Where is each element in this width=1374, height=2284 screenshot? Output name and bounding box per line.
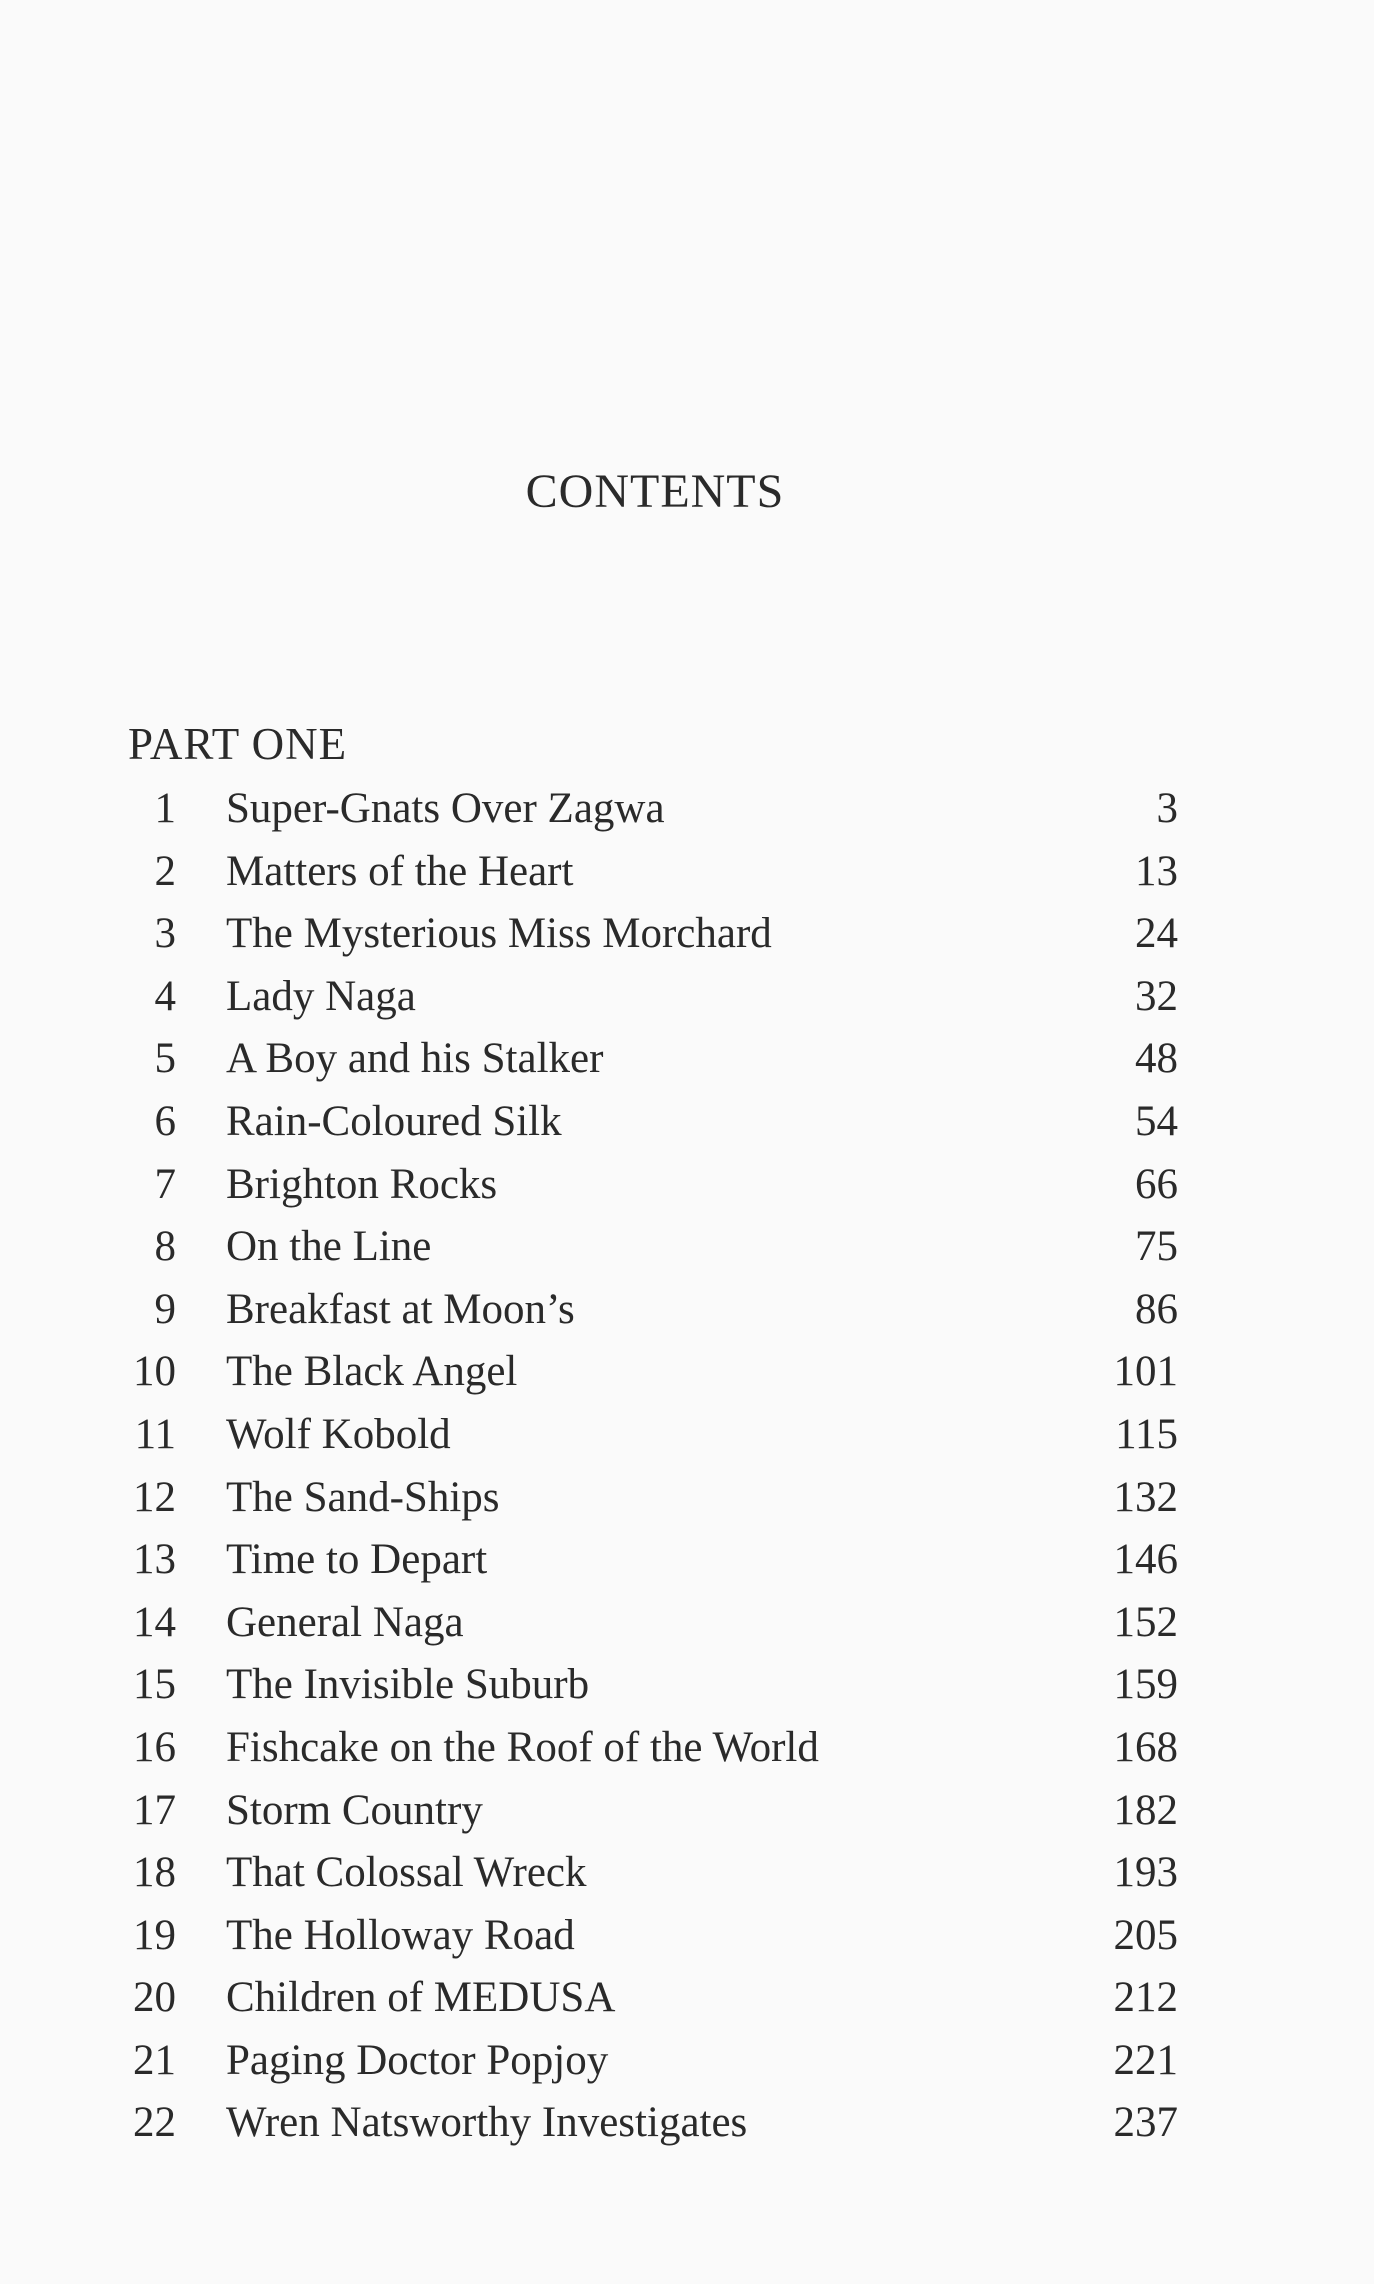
chapter-page-number: 182 [1113, 1786, 1178, 1834]
chapter-title: Fishcake on the Roof of the World [226, 1723, 819, 1771]
toc-entry [0, 1529, 1374, 1592]
chapter-number: 4 [154, 972, 176, 1020]
chapter-page-number: 13 [1135, 847, 1178, 895]
chapter-title: Paging Doctor Popjoy [226, 2036, 609, 2084]
chapter-page-number: 115 [1115, 1410, 1178, 1458]
chapter-page-number: 132 [1113, 1473, 1178, 1521]
toc-entry [0, 1967, 1374, 2030]
toc-entry [0, 778, 1374, 841]
chapter-page-number: 75 [1135, 1223, 1178, 1271]
chapter-number: 12 [133, 1473, 176, 1521]
chapter-title: Matters of the Heart [226, 847, 574, 895]
chapter-page-number: 193 [1113, 1849, 1178, 1897]
chapter-number: 22 [133, 2099, 176, 2147]
chapter-number: 10 [133, 1348, 176, 1396]
chapter-page-number: 152 [1113, 1598, 1178, 1646]
chapter-title: Brighton Rocks [226, 1160, 498, 1208]
page-title: CONTENTS [525, 465, 785, 518]
chapter-title: The Holloway Road [226, 1911, 575, 1959]
toc-entry [0, 2092, 1374, 2155]
chapter-title: That Colossal Wreck [226, 1849, 587, 1897]
chapter-page-number: 86 [1135, 1285, 1178, 1333]
toc-entry [0, 1341, 1374, 1404]
chapter-title: Super-Gnats Over Zagwa [226, 785, 665, 832]
toc-entry [0, 1842, 1374, 1905]
toc-entry [0, 1216, 1374, 1279]
toc-entry [0, 1592, 1374, 1655]
chapter-title: A Boy and his Stalker [226, 1035, 604, 1083]
chapter-title: The Sand-Ships [226, 1473, 500, 1521]
chapter-title: Rain-Coloured Silk [226, 1097, 562, 1145]
toc-list [0, 778, 1374, 2155]
chapter-title: General Naga [226, 1598, 464, 1646]
chapter-page-number: 32 [1135, 972, 1178, 1020]
chapter-page-number: 159 [1113, 1661, 1178, 1709]
chapter-page-number: 221 [1113, 2036, 1178, 2084]
chapter-number: 3 [154, 910, 176, 958]
chapter-title: Children of MEDUSA [226, 1974, 616, 2022]
chapter-page-number: 54 [1135, 1097, 1178, 1145]
chapter-page-number: 48 [1135, 1035, 1178, 1083]
chapter-title: Wolf Kobold [226, 1410, 451, 1458]
chapter-title: The Invisible Suburb [226, 1661, 590, 1709]
chapter-title: The Black Angel [226, 1348, 518, 1396]
chapter-page-number: 24 [1135, 910, 1178, 958]
chapter-page-number: 212 [1113, 1974, 1178, 2022]
chapter-number: 2 [154, 847, 176, 895]
chapter-number: 14 [133, 1598, 176, 1646]
toc-entry [0, 1028, 1374, 1091]
chapter-number: 1 [154, 785, 176, 832]
chapter-number: 18 [133, 1849, 176, 1897]
chapter-number: 16 [133, 1723, 176, 1771]
chapter-title: Time to Depart [226, 1536, 488, 1584]
chapter-page-number: 66 [1135, 1160, 1178, 1208]
chapter-number: 9 [154, 1285, 176, 1333]
toc-entry [0, 966, 1374, 1029]
chapter-title: On the Line [226, 1223, 432, 1271]
toc-entry [0, 1905, 1374, 1968]
chapter-number: 11 [134, 1410, 176, 1458]
chapter-page-number: 3 [1156, 785, 1178, 832]
chapter-number: 15 [133, 1661, 176, 1709]
toc-entry [0, 1717, 1374, 1780]
toc-entry [0, 1091, 1374, 1154]
toc-entry [0, 1780, 1374, 1843]
part-heading: PART ONE [128, 719, 348, 769]
chapter-number: 21 [133, 2036, 176, 2084]
toc-entry [0, 1279, 1374, 1342]
toc-entry [0, 1654, 1374, 1717]
chapter-page-number: 101 [1113, 1348, 1178, 1396]
chapter-page-number: 237 [1113, 2099, 1178, 2147]
chapter-page-number: 168 [1113, 1723, 1178, 1771]
chapter-title: Storm Country [226, 1786, 483, 1834]
chapter-title: The Mysterious Miss Morchard [226, 910, 772, 958]
toc-entry [0, 1404, 1374, 1467]
toc-entry [0, 1467, 1374, 1530]
chapter-number: 6 [154, 1097, 176, 1145]
chapter-number: 19 [133, 1911, 176, 1959]
toc-entry [0, 2030, 1374, 2093]
toc-entry [0, 1154, 1374, 1217]
chapter-number: 7 [154, 1160, 176, 1208]
chapter-page-number: 146 [1113, 1536, 1178, 1584]
toc-entry [0, 841, 1374, 904]
chapter-title: Breakfast at Moon’s [226, 1285, 575, 1333]
chapter-page-number: 205 [1113, 1911, 1178, 1959]
chapter-number: 20 [133, 1974, 176, 2022]
toc-entry [0, 903, 1374, 966]
chapter-number: 13 [133, 1536, 176, 1584]
chapter-title: Lady Naga [226, 972, 416, 1020]
chapter-number: 17 [133, 1786, 176, 1834]
chapter-number: 5 [154, 1035, 176, 1083]
chapter-number: 8 [154, 1223, 176, 1271]
chapter-title: Wren Natsworthy Investigates [226, 2099, 748, 2147]
